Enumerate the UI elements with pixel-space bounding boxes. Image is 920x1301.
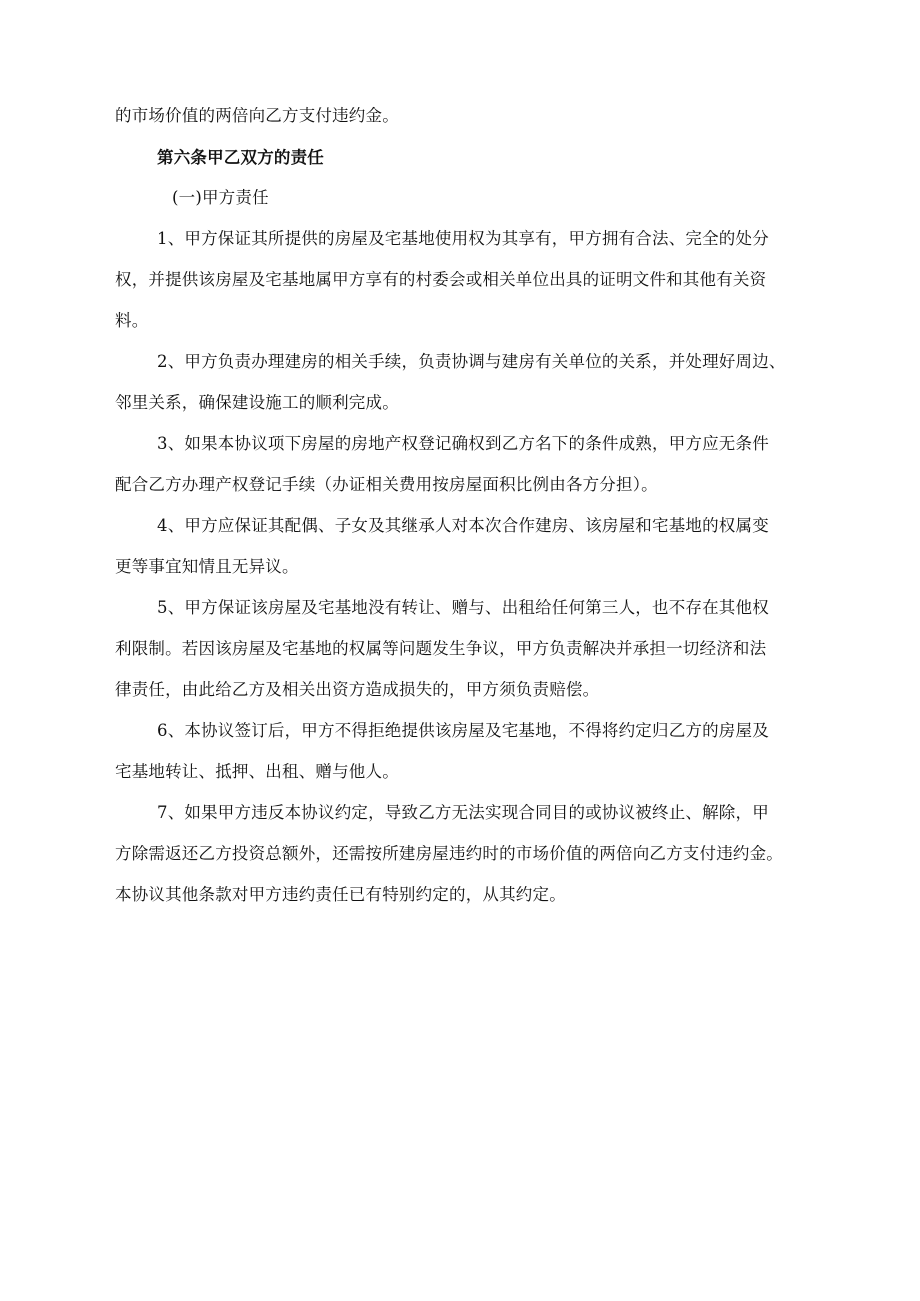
text-line: 律责任，由此给乙方及相关出资方造成损失的，甲方须负责赔偿。 (115, 680, 600, 699)
text-line: 本协议其他条款对甲方违约责任已有特别约定的，从其约定。 (115, 885, 566, 904)
text-line: 宅基地转让、抵押、出租、赠与他人。 (115, 762, 399, 781)
text-line: 3、如果本协议项下房屋的房地产权登记确权到乙方名下的条件成熟，甲方应无条件 (157, 434, 769, 453)
text-line: 2、甲方负责办理建房的相关手续，负责协调与建房有关单位的关系，并处理好周边、 (157, 352, 786, 371)
text-line: 邻里关系，确保建设施工的顺利完成。 (115, 393, 399, 412)
text-line: 的市场价值的两倍向乙方支付违约金。 (115, 106, 399, 125)
text-line: 7、如果甲方违反本协议约定，导致乙方无法实现合同目的或协议被终止、解除，甲 (157, 803, 769, 822)
text-line: 利限制。若因该房屋及宅基地的权属等问题发生争议，甲方负责解决并承担一切经济和法 (115, 639, 767, 658)
subsection-heading: (一)甲方责任 (172, 188, 269, 207)
text-line: 6、本协议签订后，甲方不得拒绝提供该房屋及宅基地，不得将约定归乙方的房屋及 (157, 721, 769, 740)
text-line: 1、甲方保证其所提供的房屋及宅基地使用权为其享有，甲方拥有合法、完全的处分 (157, 229, 769, 248)
text-line: 5、甲方保证该房屋及宅基地没有转让、赠与、出租给任何第三人，也不存在其他权 (157, 598, 769, 617)
text-line: 料。 (115, 311, 149, 330)
text-line: 配合乙方办理产权登记手续（办证相关费用按房屋面积比例由各方分担）。 (115, 475, 658, 494)
text-line: 4、甲方应保证其配偶、子女及其继承人对本次合作建房、该房屋和宅基地的权属变 (157, 516, 769, 535)
text-line: 权，并提供该房屋及宅基地属甲方享有的村委会或相关单位出具的证明文件和其他有关资 (115, 270, 767, 289)
text-line: 方除需返还乙方投资总额外，还需按所建房屋违约时的市场价值的两倍向乙方支付违约金。 (115, 844, 783, 863)
section-heading: 第六条甲乙双方的责任 (157, 148, 324, 167)
text-line: 更等事宜知情且无异议。 (115, 557, 299, 576)
